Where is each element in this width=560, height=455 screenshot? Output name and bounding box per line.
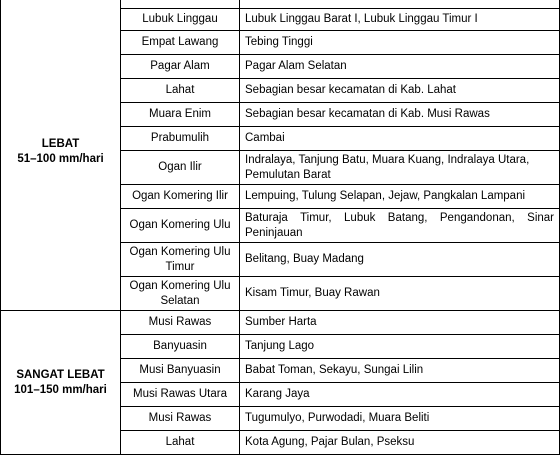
district-cell: Tebing Tinggi	[240, 31, 560, 55]
district-cell: Kota Agung, Pajar Bulan, Pseksu	[240, 431, 560, 455]
region-cell: Ogan Komering Ulu	[121, 209, 240, 243]
region-cell: Banyuasin	[121, 335, 240, 359]
region-cell: Pagar Alam	[121, 55, 240, 79]
table-row	[1, 311, 560, 335]
region-cell: Ogan Komering Ulu Selatan	[121, 277, 240, 311]
region-cell	[121, 0, 240, 9]
category-label: SANGAT LEBAT	[16, 368, 105, 381]
category-cell	[1, 311, 121, 455]
district-cell: Pagar Alam Selatan	[240, 55, 560, 79]
region-cell: Musi Rawas	[121, 311, 240, 335]
category-range: 51–100 mm/hari	[17, 152, 104, 165]
district-cell: Baturaja Timur, Lubuk Batang, Pengandonan, Sinar Peninjauan	[240, 209, 560, 243]
district-cell: Kisam Timur, Buay Rawan	[240, 277, 560, 311]
district-cell: Cambai	[240, 127, 560, 151]
district-cell: Sebagian besar kecamatan di Kab. Musi Rawas	[240, 103, 560, 127]
region-cell: Ogan Komering Ulu Timur	[121, 243, 240, 277]
region-cell: Empat Lawang	[121, 31, 240, 55]
region-cell: Lubuk Linggau	[121, 9, 240, 31]
region-cell: Prabumulih	[121, 127, 240, 151]
category-label: LEBAT	[41, 137, 80, 150]
district-cell: Belitang, Buay Madang	[240, 243, 560, 277]
district-cell: Sumber Harta	[240, 311, 560, 335]
table-row	[1, 0, 560, 9]
region-cell: Lahat	[121, 79, 240, 103]
region-cell: Musi Banyuasin	[121, 359, 240, 383]
district-cell: Lubuk Linggau Barat I, Lubuk Linggau Timur I	[240, 9, 560, 31]
district-cell: Sebagian besar kecamatan di Kab. Lahat	[240, 79, 560, 103]
region-cell: Lahat	[121, 431, 240, 455]
category-range: 101–150 mm/hari	[14, 383, 107, 396]
region-cell: Musi Rawas	[121, 407, 240, 431]
category-cell	[1, 0, 121, 311]
district-cell: Tanjung Lago	[240, 335, 560, 359]
region-cell: Ogan Ilir	[121, 151, 240, 185]
district-cell: Tugumulyo, Purwodadi, Muara Beliti	[240, 407, 560, 431]
region-cell: Muara Enim	[121, 103, 240, 127]
district-cell: Babat Toman, Sekayu, Sungai Lilin	[240, 359, 560, 383]
district-cell: Lempuing, Tulung Selapan, Jejaw, Pangkalan Lampani	[240, 185, 560, 209]
district-cell: Indralaya, Tanjung Batu, Muara Kuang, Indralaya Utara, Pemulutan Barat	[240, 151, 560, 185]
district-cell	[240, 0, 560, 9]
district-cell: Karang Jaya	[240, 383, 560, 407]
region-cell: Musi Rawas Utara	[121, 383, 240, 407]
region-cell: Ogan Komering Ilir	[121, 185, 240, 209]
